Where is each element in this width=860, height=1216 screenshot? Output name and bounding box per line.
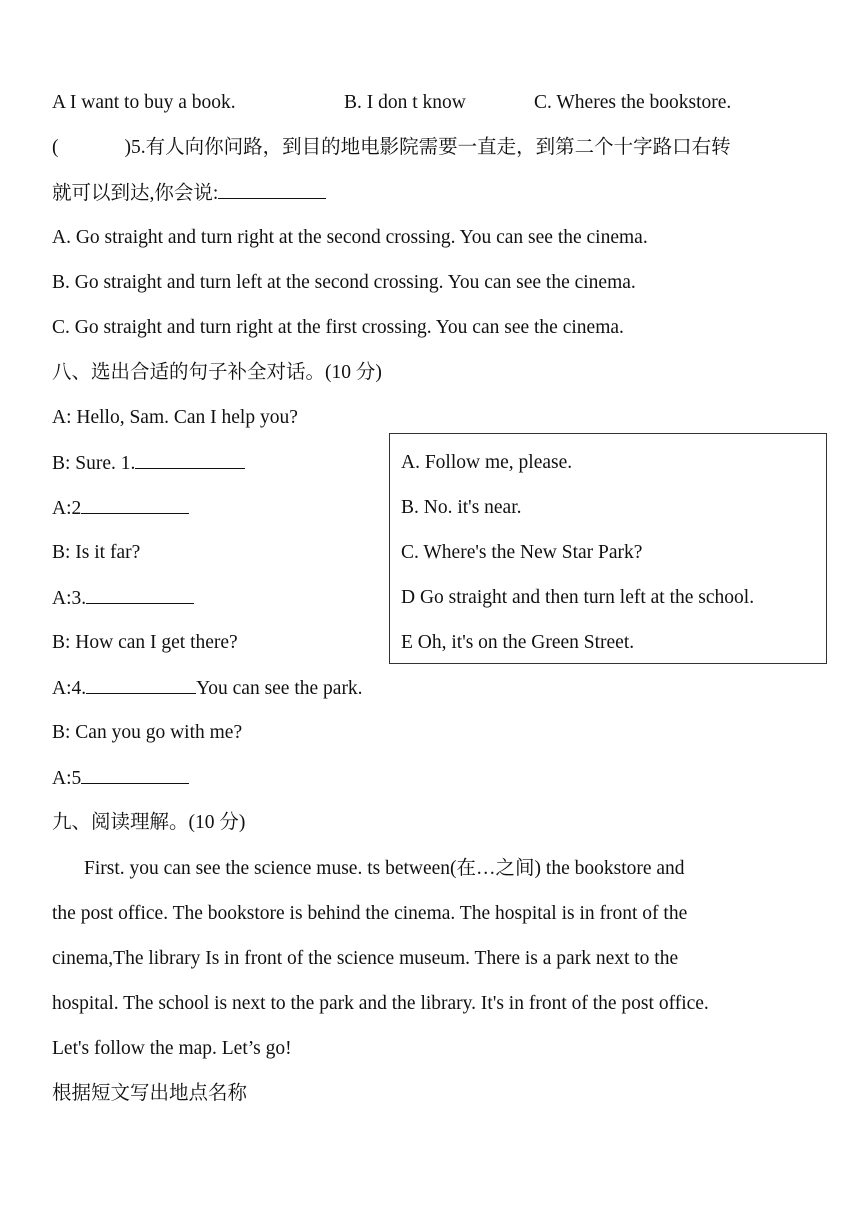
- q5-prompt-text2: 就可以到达,你会说:: [52, 183, 219, 204]
- q5-prompt-line2: [52, 179, 326, 208]
- q4-option-b: B. I don t know: [344, 92, 466, 113]
- box-option-a: A. Follow me, please.: [401, 452, 573, 473]
- q4-option-a: A I want to buy a book.: [52, 92, 236, 113]
- q4-options-row: [0, 89, 860, 117]
- dialog-line-6: B: How can I get there?: [52, 632, 238, 653]
- passage-line-3: cinema,The library Is in front of the science museum. There is a park next to the: [52, 948, 679, 969]
- q5-prompt-text: )5.有人向你问路，到目的地电影院需要一直走，到第二个十字路口右转: [124, 137, 731, 158]
- section9-heading: 九、阅读理解。(10 分): [52, 812, 246, 833]
- dialog-text-3: A:2: [52, 498, 82, 519]
- box-option-d: D Go straight and then turn left at the school.: [401, 587, 755, 608]
- q5-option-c: C. Go straight and turn right at the first crossing. You can see the cinema.: [52, 317, 624, 338]
- dialog-text-9: A:5: [52, 768, 82, 789]
- box-option-b: B. No. it's near.: [401, 497, 522, 518]
- dialog-line-5: [52, 584, 194, 613]
- dialog-text-5: A:3.: [52, 588, 87, 609]
- dialog-blank-4: [86, 674, 196, 694]
- dialog-line-1: A: Hello, Sam. Can I help you?: [52, 407, 298, 428]
- dialog-line-2: [52, 449, 245, 478]
- passage-line-4: hospital. The school is next to the park and the library. It's in front of the post office.: [52, 993, 709, 1014]
- q5-option-b: B. Go straight and turn left at the second crossing. You can see the cinema.: [52, 272, 636, 293]
- dialog-line-4: B: Is it far?: [52, 542, 141, 563]
- dialog-line-8: B: Can you go with me?: [52, 722, 243, 743]
- q5-paren-open: (: [52, 137, 59, 158]
- q5-blank: [218, 179, 326, 199]
- passage-line-5: Let's follow the map. Let’s go!: [52, 1038, 292, 1059]
- dialog-text-2: B: Sure. 1.: [52, 453, 136, 474]
- dialog-line-9: [52, 764, 189, 793]
- section9-instruction: 根据短文写出地点名称: [52, 1083, 248, 1104]
- answer-options-box: [389, 433, 827, 664]
- passage-line-2: the post office. The bookstore is behind the cinema. The hospital is in front of the: [52, 903, 688, 924]
- box-option-c: C. Where's the New Star Park?: [401, 542, 643, 563]
- dialog-blank-3: [86, 584, 194, 604]
- q4-option-c: C. Wheres the bookstore.: [534, 92, 732, 113]
- dialog-line-3: [52, 494, 189, 523]
- q5-prompt-line1: [52, 134, 731, 162]
- dialog-blank-5: [81, 764, 189, 784]
- dialog-blank-2: [81, 494, 189, 514]
- dialog-text-7: A:4.: [52, 678, 87, 699]
- passage-line-1: First. you can see the science muse. ts between(在…之间) the bookstore and: [84, 858, 685, 879]
- section8-heading: 八、选出合适的句子补全对话。(10 分): [52, 362, 382, 383]
- q5-option-a: A. Go straight and turn right at the second crossing. You can see the cinema.: [52, 227, 648, 248]
- box-option-e: E Oh, it's on the Green Street.: [401, 632, 635, 653]
- dialog-blank-1: [135, 449, 245, 469]
- dialog-suffix-7: You can see the park.: [196, 678, 363, 699]
- dialog-line-7: [52, 674, 363, 703]
